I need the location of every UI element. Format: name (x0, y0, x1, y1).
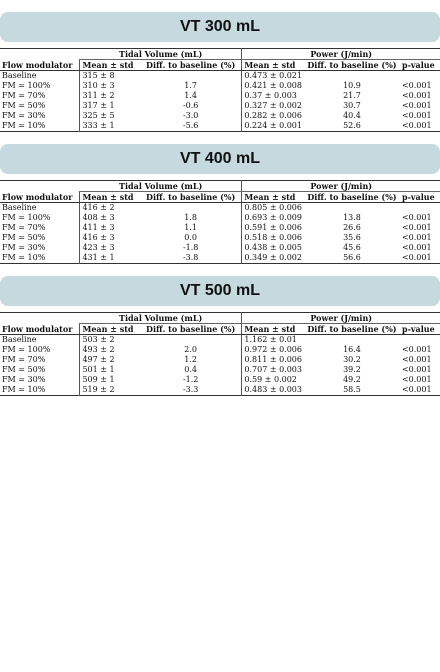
tv-diff-cell: 1.4 (184, 91, 198, 100)
flow-modulator-cell: FM = 100% (2, 213, 51, 222)
tv-mean-cell: 519 ± 2 (80, 385, 140, 396)
p-value-cell (400, 335, 440, 346)
power-diff-cell: 16.4 (343, 345, 361, 354)
tv-mean-cell: 315 ± 8 (80, 71, 140, 82)
table-row (0, 81, 440, 91)
tv-diff-header: Diff. to baseline (%) (140, 60, 242, 71)
tv-mean-cell: 509 ± 1 (80, 375, 140, 385)
tv-diff-cell: 1.2 (184, 355, 198, 364)
power-diff-cell: 52.6 (343, 121, 361, 130)
power-mean-cell: 0.37 ± 0.003 (242, 91, 304, 101)
blank-header (0, 313, 80, 324)
flow-modulator-cell: FM = 70% (2, 91, 46, 100)
p-value-cell: <0.001 (401, 81, 432, 90)
tv-diff-cell: -1.2 (182, 375, 199, 384)
p-value-header: p-value (400, 60, 440, 71)
tv-mean-cell: 503 ± 2 (80, 335, 140, 346)
tv-mean-cell: 317 ± 1 (80, 101, 140, 111)
power-diff-cell: 56.6 (343, 253, 361, 262)
power-diff-cell: 30.7 (343, 101, 361, 110)
p-value-cell: <0.001 (401, 355, 432, 364)
group-header-row (0, 313, 440, 324)
tv-mean-cell: 311 ± 2 (80, 91, 140, 101)
p-value-cell: <0.001 (401, 233, 432, 242)
power-mean-cell: 0.224 ± 0.001 (242, 121, 304, 132)
table-row (0, 71, 440, 82)
power-mean-cell: 0.693 ± 0.009 (242, 213, 304, 223)
p-value-cell: <0.001 (401, 101, 432, 110)
tidal-volume-group-header: Tidal Volume (mL) (80, 313, 242, 324)
tv-mean-cell: 325 ± 5 (80, 111, 140, 121)
power-mean-cell: 0.438 ± 0.005 (242, 243, 304, 253)
power-mean-cell: 0.483 ± 0.003 (242, 385, 304, 396)
p-value-cell: <0.001 (401, 345, 432, 354)
flow-modulator-cell: FM = 70% (2, 355, 46, 364)
tv-mean-cell: 310 ± 3 (80, 81, 140, 91)
power-diff-cell: 30.2 (343, 355, 361, 364)
power-diff-cell: 49.2 (343, 375, 361, 384)
flow-modulator-cell: FM = 30% (2, 111, 46, 120)
tv-diff-cell: -3.3 (182, 385, 199, 394)
power-mean-cell: 0.421 ± 0.008 (242, 81, 304, 91)
vt-section (0, 144, 440, 264)
flow-modulator-cell: FM = 30% (2, 243, 46, 252)
power-mean-cell: 0.59 ± 0.002 (242, 375, 304, 385)
tv-mean-cell: 416 ± 3 (80, 233, 140, 243)
power-mean-header: Mean ± std (242, 324, 304, 335)
power-mean-header: Mean ± std (242, 60, 304, 71)
power-diff-cell: 40.4 (343, 111, 361, 120)
tv-mean-cell: 423 ± 3 (80, 243, 140, 253)
tv-diff-header: Diff. to baseline (%) (140, 324, 242, 335)
p-value-cell: <0.001 (401, 91, 432, 100)
results-table (0, 180, 440, 264)
flow-modulator-cell: FM = 100% (2, 345, 51, 354)
tv-mean-cell: 408 ± 3 (80, 213, 140, 223)
power-diff-cell: 26.6 (343, 223, 361, 232)
table-row (0, 233, 440, 243)
p-value-cell: <0.001 (401, 385, 432, 394)
p-value-cell: <0.001 (401, 223, 432, 232)
tv-mean-cell: 333 ± 1 (80, 121, 140, 132)
table-row (0, 121, 440, 132)
flow-modulator-header: Flow modulator (0, 324, 80, 335)
tv-diff-cell: -5.6 (182, 121, 199, 130)
flow-modulator-header: Flow modulator (0, 60, 80, 71)
tv-mean-header: Mean ± std (80, 324, 140, 335)
tv-diff-cell: 1.8 (184, 213, 198, 222)
power-group-header: Power (J/min) (242, 313, 440, 324)
table-row (0, 253, 440, 264)
flow-modulator-cell: FM = 70% (2, 223, 46, 232)
tv-diff-cell: 1.1 (184, 223, 198, 232)
section-banner: VT 500 mL (0, 276, 440, 306)
table-row (0, 91, 440, 101)
p-value-cell: <0.001 (401, 111, 432, 120)
tv-diff-cell: -0.6 (182, 101, 199, 110)
table-row (0, 365, 440, 375)
flow-modulator-cell: FM = 10% (2, 385, 46, 394)
power-group-header: Power (J/min) (242, 49, 440, 60)
power-diff-cell: 21.7 (343, 91, 361, 100)
column-header-row (0, 324, 440, 335)
tv-mean-header: Mean ± std (80, 60, 140, 71)
tv-diff-cell: 2.0 (184, 345, 198, 354)
results-document (0, 12, 440, 396)
section-banner: VT 400 mL (0, 144, 440, 174)
power-mean-cell: 0.349 ± 0.002 (242, 253, 304, 264)
table-row (0, 213, 440, 223)
power-diff-cell: 13.8 (343, 213, 361, 222)
power-diff-header: Diff. to baseline (%) (304, 60, 400, 71)
tv-diff-cell: 0.4 (184, 365, 198, 374)
power-group-header: Power (J/min) (242, 181, 440, 192)
tv-mean-cell: 411 ± 3 (80, 223, 140, 233)
power-mean-cell: 1.162 ± 0.01 (242, 335, 304, 346)
tv-mean-cell: 416 ± 2 (80, 203, 140, 214)
p-value-cell: <0.001 (401, 365, 432, 374)
group-header-row (0, 181, 440, 192)
table-row (0, 375, 440, 385)
p-value-header: p-value (400, 192, 440, 203)
tidal-volume-group-header: Tidal Volume (mL) (80, 49, 242, 60)
vt-section (0, 276, 440, 396)
results-table (0, 48, 440, 132)
power-diff-cell: 10.9 (343, 81, 361, 90)
flow-modulator-cell: FM = 50% (2, 365, 46, 374)
p-value-header: p-value (400, 324, 440, 335)
power-mean-cell: 0.591 ± 0.006 (242, 223, 304, 233)
table-row (0, 243, 440, 253)
power-mean-cell: 0.707 ± 0.003 (242, 365, 304, 375)
flow-modulator-cell: FM = 10% (2, 253, 46, 262)
table-row (0, 355, 440, 365)
flow-modulator-cell: FM = 50% (2, 233, 46, 242)
tv-diff-cell: -3.8 (182, 253, 199, 262)
section-banner: VT 300 mL (0, 12, 440, 42)
flow-modulator-cell: FM = 10% (2, 121, 46, 130)
power-diff-cell: 58.5 (343, 385, 361, 394)
p-value-cell: <0.001 (401, 253, 432, 262)
tv-diff-cell: 0.0 (184, 233, 198, 242)
flow-modulator-cell: Baseline (2, 71, 37, 80)
tv-mean-cell: 493 ± 2 (80, 345, 140, 355)
tidal-volume-group-header: Tidal Volume (mL) (80, 181, 242, 192)
flow-modulator-header: Flow modulator (0, 192, 80, 203)
table-row (0, 203, 440, 214)
results-table (0, 312, 440, 396)
power-mean-header: Mean ± std (242, 192, 304, 203)
power-mean-cell: 0.473 ± 0.021 (242, 71, 304, 82)
tv-diff-header: Diff. to baseline (%) (140, 192, 242, 203)
flow-modulator-cell: FM = 100% (2, 81, 51, 90)
power-diff-cell (304, 335, 400, 346)
p-value-cell: <0.001 (401, 375, 432, 384)
table-row (0, 335, 440, 346)
power-diff-cell: 39.2 (343, 365, 361, 374)
tv-diff-cell: -1.8 (182, 243, 199, 252)
blank-header (0, 181, 80, 192)
tv-diff-cell (140, 203, 242, 214)
flow-modulator-cell: Baseline (2, 203, 37, 212)
p-value-cell (400, 203, 440, 214)
column-header-row (0, 192, 440, 203)
tv-mean-cell: 497 ± 2 (80, 355, 140, 365)
power-mean-cell: 0.805 ± 0.006 (242, 203, 304, 214)
flow-modulator-cell: FM = 30% (2, 375, 46, 384)
power-mean-cell: 0.282 ± 0.006 (242, 111, 304, 121)
table-row (0, 345, 440, 355)
flow-modulator-cell: Baseline (2, 335, 37, 344)
tv-diff-cell: -3.0 (182, 111, 199, 120)
tv-mean-cell: 431 ± 1 (80, 253, 140, 264)
table-row (0, 111, 440, 121)
blank-header (0, 49, 80, 60)
power-diff-header: Diff. to baseline (%) (304, 324, 400, 335)
table-row (0, 385, 440, 396)
power-mean-cell: 0.972 ± 0.006 (242, 345, 304, 355)
tv-diff-cell: 1.7 (184, 81, 198, 90)
p-value-cell: <0.001 (401, 243, 432, 252)
power-diff-cell: 35.6 (343, 233, 361, 242)
power-diff-cell (304, 71, 400, 82)
power-diff-cell: 45.6 (343, 243, 361, 252)
p-value-cell (400, 71, 440, 82)
table-row (0, 223, 440, 233)
p-value-cell: <0.001 (401, 213, 432, 222)
flow-modulator-cell: FM = 50% (2, 101, 46, 110)
table-row (0, 101, 440, 111)
tv-diff-cell (140, 71, 242, 82)
power-mean-cell: 0.811 ± 0.006 (242, 355, 304, 365)
p-value-cell: <0.001 (401, 121, 432, 130)
power-diff-cell (304, 203, 400, 214)
power-mean-cell: 0.518 ± 0.006 (242, 233, 304, 243)
power-diff-header: Diff. to baseline (%) (304, 192, 400, 203)
tv-mean-header: Mean ± std (80, 192, 140, 203)
power-mean-cell: 0.327 ± 0.002 (242, 101, 304, 111)
vt-section (0, 12, 440, 132)
column-header-row (0, 60, 440, 71)
group-header-row (0, 49, 440, 60)
tv-diff-cell (140, 335, 242, 346)
tv-mean-cell: 501 ± 1 (80, 365, 140, 375)
